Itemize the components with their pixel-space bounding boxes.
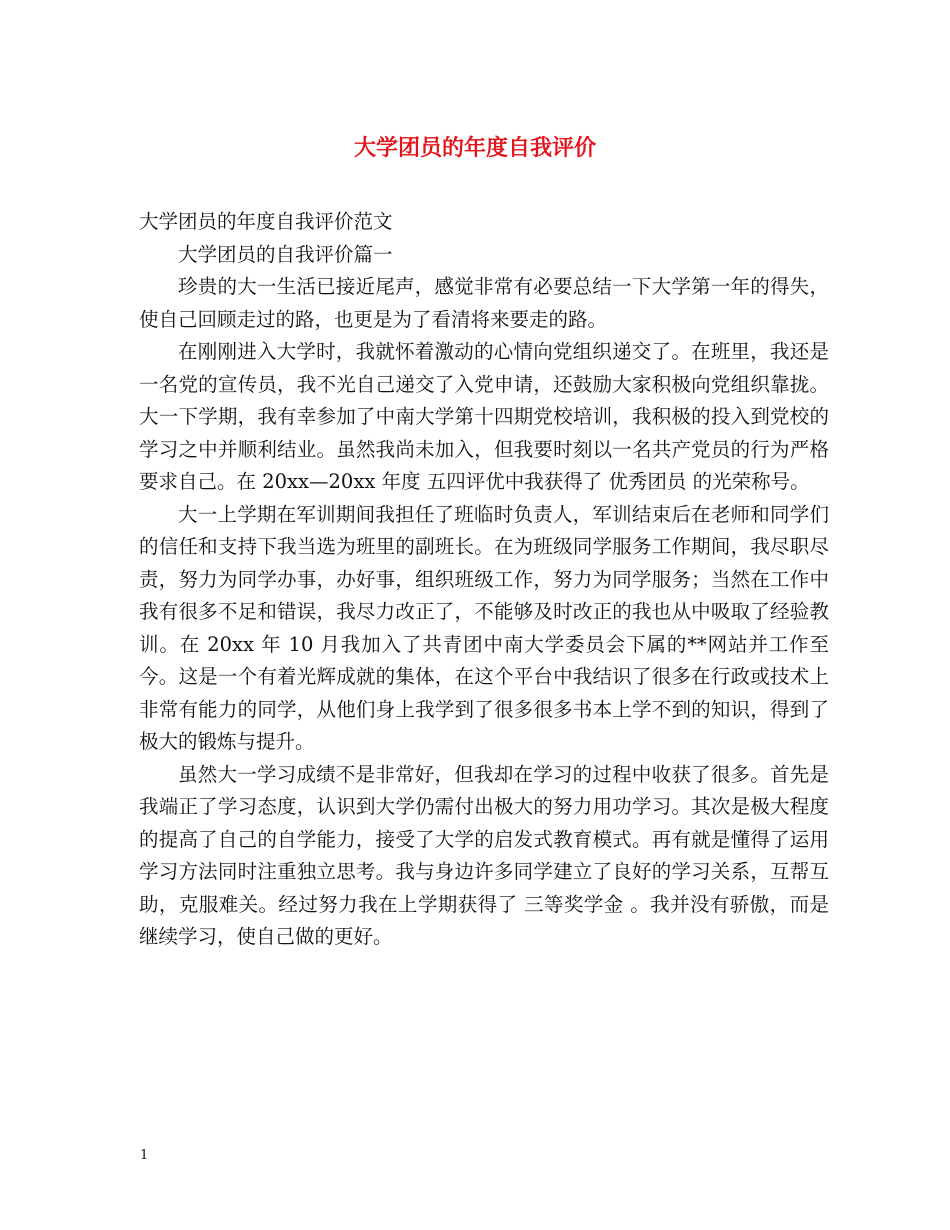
paragraph: 珍贵的大一生活已接近尾声，感觉非常有必要总结一下大学第一年的得失，使自己回顾走过的路，也更是为了看清将来要走的路。 xyxy=(139,275,829,331)
paragraph: 大学团员的年度自我评价范文 xyxy=(139,210,393,233)
paragraph: 大一上学期在军训期间我担任了班临时负责人，军训结束后在老师和同学们的信任和支持下我当选为班里的副班长。在为班级同学服务工作期间，我尽职尽责，努力为同学办事，办好事，组织班级工作，努力为同学服务；当然在工作中我有很多不足和错误，我尽力改正了，不能够及时改正的我也从中吸取了经验教训。在 20xx 年 10 月我加入了共青团中南大学委员会下属的**网站并工作至今。这是一个有着光辉成就的集体，在这个平台中我结识了很多在行政或技术上非常有能力的同学，从他们身上我学到了很多很多书本上学不到的知识，得到了极大的锻炼与提升。 xyxy=(139,502,829,753)
paragraph: 大学团员的自我评价篇一 xyxy=(178,242,393,266)
page-number: 1 xyxy=(140,1148,149,1163)
paragraph: 虽然大一学习成绩不是非常好，但我却在学习的过程中收获了很多。首先是我端正了学习态度，认识到大学仍需付出极大的努力用功学习。其次是极大程度的提高了自己的自学能力，接受了大学的启发式教育模式。再有就是懂得了运用学习方法同时注重独立思考。我与身边许多同学建立了良好的学习关系，互帮互助，克服难关。经过努力我在上学期获得了 三等奖学金 。我并没有骄傲，而是继续学习，使自己做的更好。 xyxy=(139,762,829,948)
document-body xyxy=(139,206,829,954)
document-title: 大学团员的年度自我评价 xyxy=(353,135,596,161)
paragraph: 在刚刚进入大学时，我就怀着激动的心情向党组织递交了。在班里，我还是一名党的宣传员，我不光自己递交了入党申请，还鼓励大家积极向党组织靠拢。大一下学期，我有幸参加了中南大学第十四期党校培训，我积极的投入到党校的学习之中并顺利结业。虽然我尚未加入，但我要时刻以一名共产党员的行为严格要求自己。在 20xx—20xx 年度 五四评优中我获得了 优秀团员 的光荣称号。 xyxy=(139,340,829,493)
